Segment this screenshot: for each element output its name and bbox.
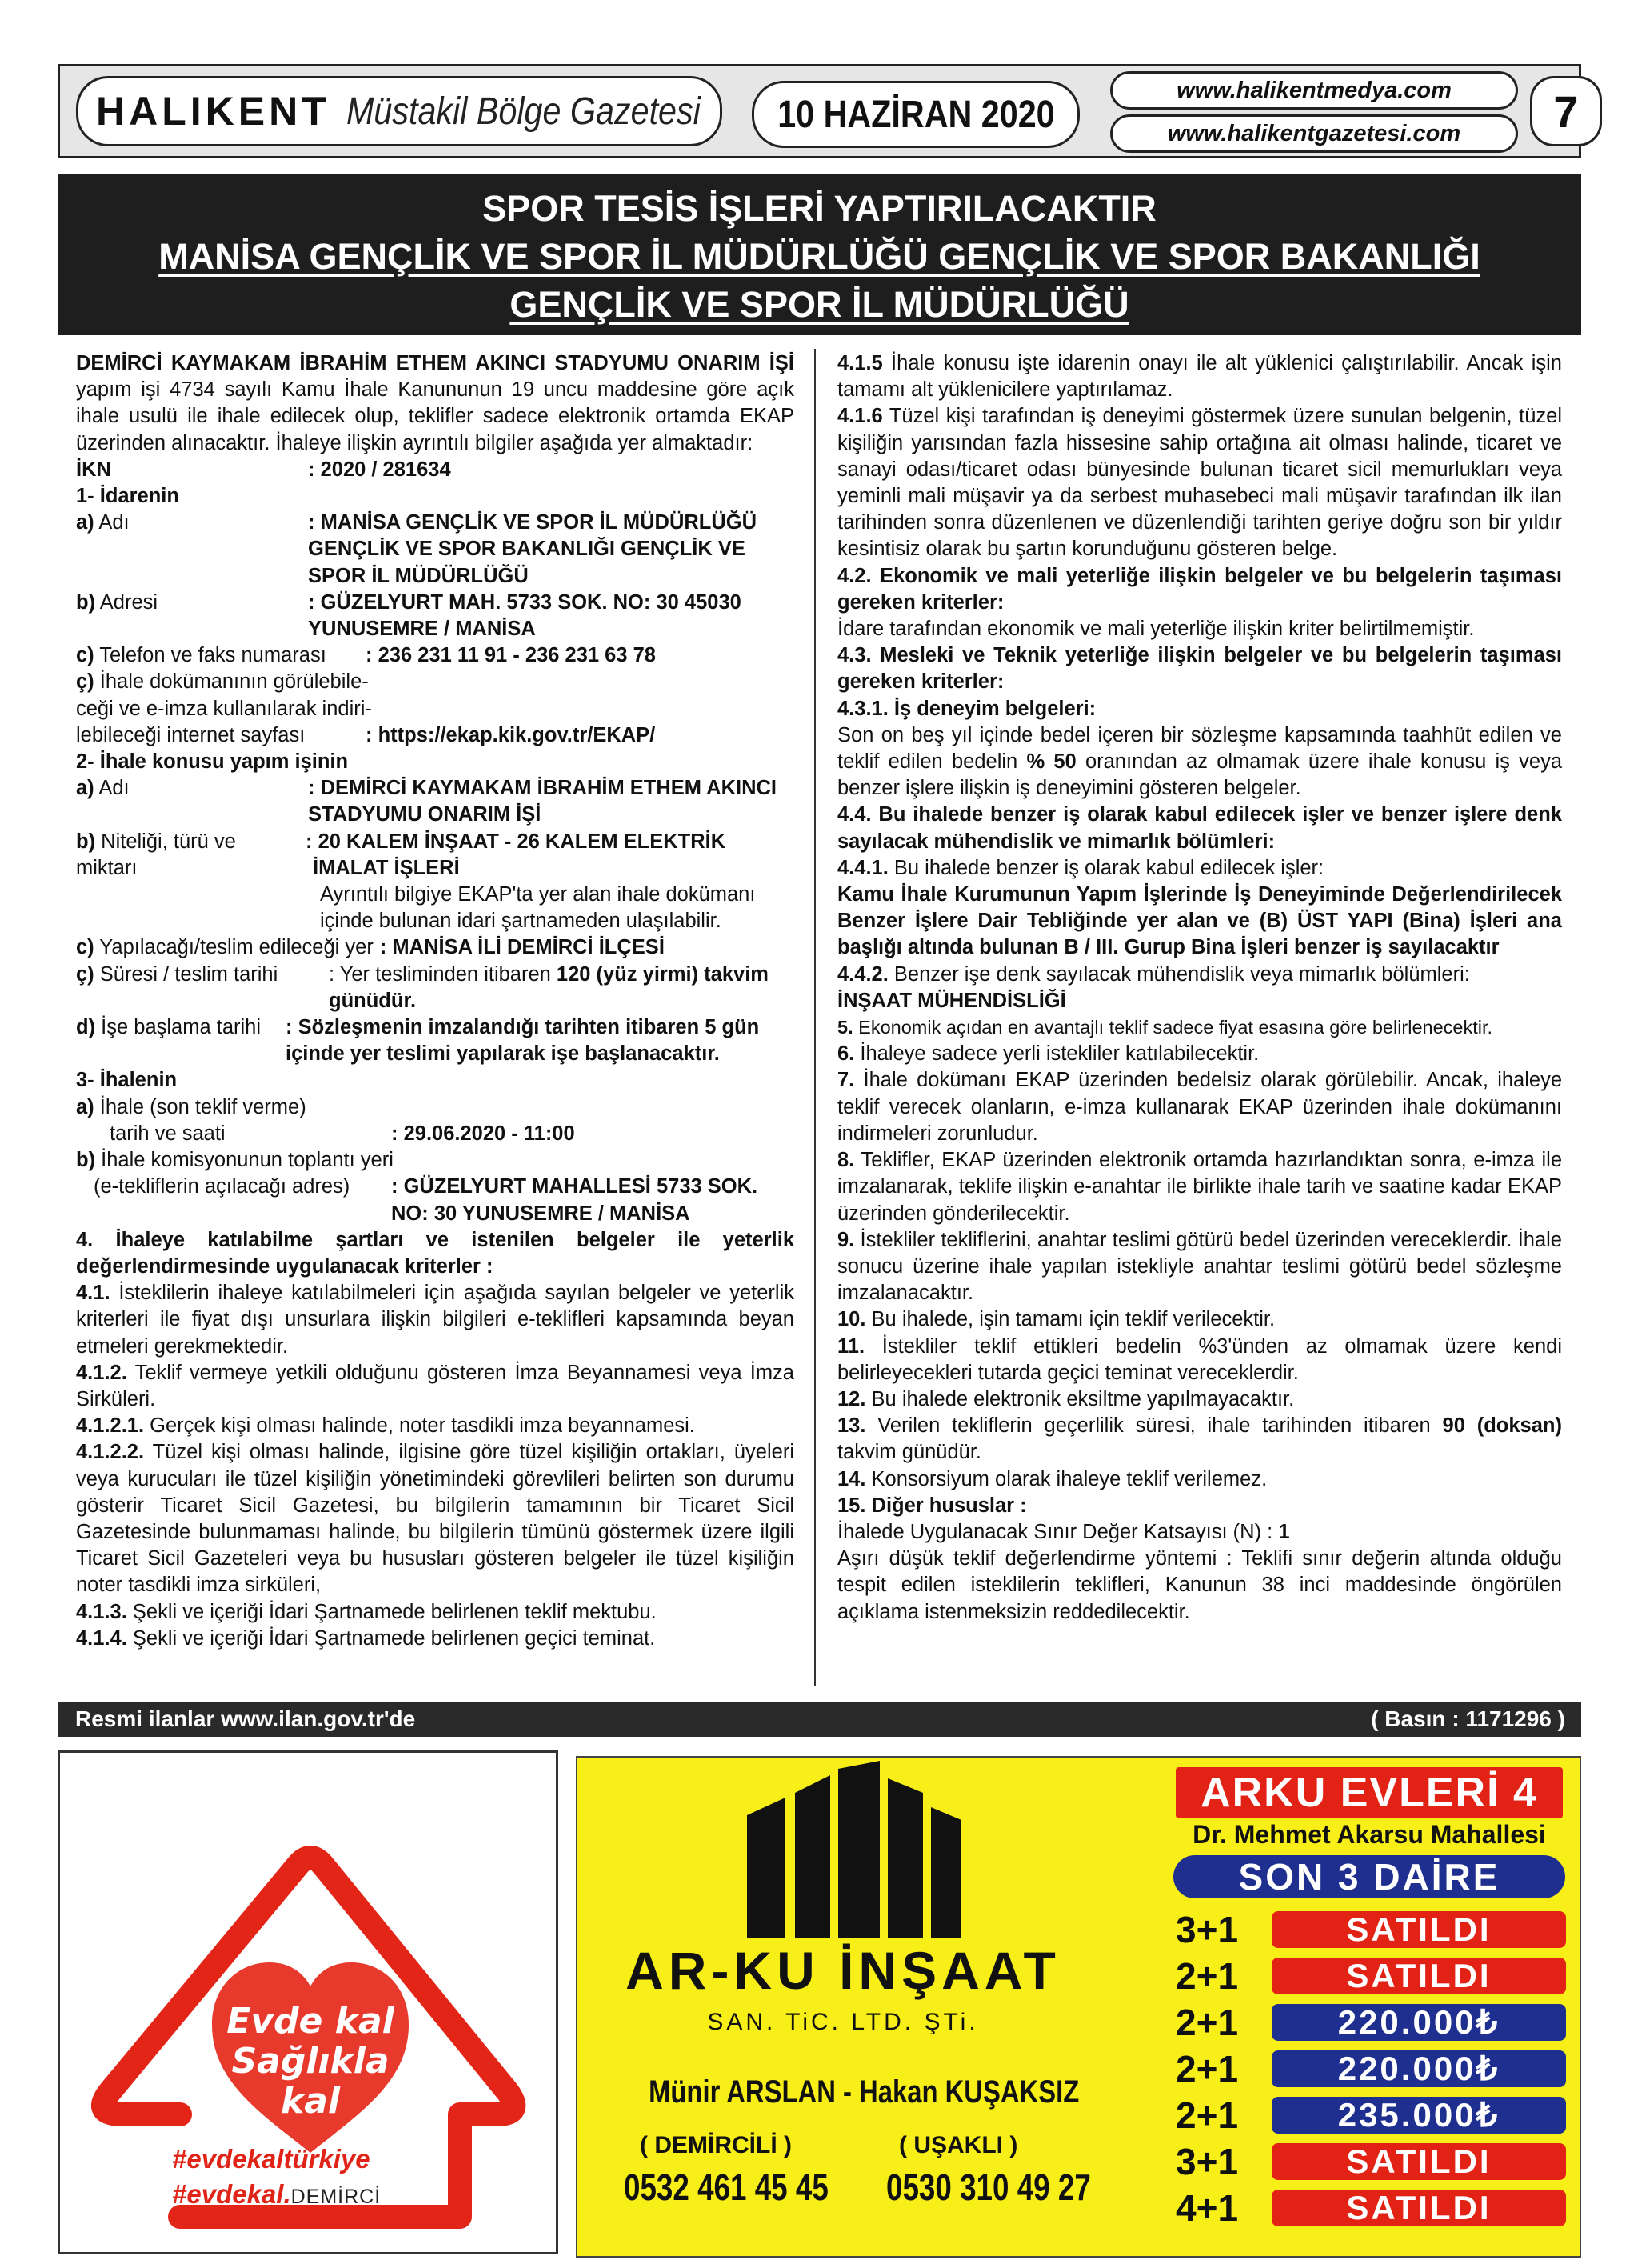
- slogan-line-1: Evde kal: [226, 2001, 394, 2042]
- unit-type: 2+1: [1176, 2002, 1239, 2043]
- clause-10: 10. Bu ihalede, işin tamamı için teklif verilecektir.: [837, 1308, 1276, 1331]
- clause-4-4-2-text: İNŞAAT MÜHENDİSLİĞİ: [837, 989, 1066, 1012]
- admin-name-row: a) Adı : MANİSA GENÇLİK VE SPOR İL MÜDÜRLÜĞÜ GENÇLİK VE SPOR BAKANLIĞI GENÇLİK VE SPOR İL MÜDÜRLÜĞÜ: [76, 511, 757, 587]
- masthead: [58, 64, 1581, 158]
- clause-4-3-1-text: Son on beş yıl içinde bedel içeren bir sözleşme kapsamında taahhüt edilen ve teklif edilen bedelin % 50 oranından az olmamak üzere ihale konusu iş veya benzer işlere ilişkin iş deneyimini gösteren belgeler.: [837, 723, 1563, 800]
- column-divider: [814, 349, 816, 1686]
- doc-page-row: lebileceği internet sayfası : https://ekap.kik.gov.tr/EKAP/: [76, 722, 794, 749]
- unit-type: 2+1: [1176, 2048, 1239, 2090]
- website-link-2[interactable]: www.halikentgazetesi.com: [1110, 114, 1518, 153]
- clause-15-a: İhalede Uygulanacak Sınır Değer Katsayısı (N) : 1: [837, 1520, 1290, 1543]
- clause-4-2-heading: 4.2. Ekonomik ve mali yeterliğe ilişkin belgeler ve bu belgelerin taşıması gereken kriterler:: [837, 564, 1562, 614]
- notice-right-column: [837, 350, 1562, 1626]
- section-3-heading: 3- İhalenin: [76, 1069, 178, 1092]
- banner-title: SPOR TESİS İŞLERİ YAPTIRILACAKTIR: [482, 188, 1157, 229]
- unit-type: 3+1: [1176, 2141, 1239, 2182]
- brand-block: [76, 76, 722, 146]
- clause-15-b: Aşırı düşük teklif değerlendirme yöntemi : Teklifi sınır değerin altında olduğu tespit edilen isteklilerin teklifleri, Kanunun 38 inci maddesinde öngörülen açıklama istenmeksizin reddedilecektir.: [837, 1547, 1562, 1623]
- price-badge: 220.000₺: [1272, 2004, 1566, 2041]
- last-units-badge: SON 3 DAİRE: [1173, 1855, 1565, 1898]
- contact-2-town: ( UŞAKLI ): [899, 2132, 1018, 2158]
- company-type: SAN. TiC. LTD. ŞTi.: [707, 2009, 979, 2035]
- unit-row: [1176, 1910, 1566, 1950]
- work-name-row: a) Adı : DEMİRCİ KAYMAKAM İBRAHİM ETHEM AKINCI STADYUMU ONARIM İŞİ: [76, 777, 777, 826]
- official-notices-link[interactable]: Resmi ilanlar www.ilan.gov.tr'de: [75, 1706, 416, 1731]
- contact-1-town: ( DEMİRCİLİ ): [640, 2132, 792, 2158]
- clause-4-1-3: 4.1.3. Şekli ve içeriği İdari Şartnamede belirlenen teklif mektubu.: [76, 1600, 657, 1623]
- contact-2-phone[interactable]: 0530 310 49 27: [886, 2166, 1091, 2208]
- unit-type: 4+1: [1176, 2187, 1239, 2229]
- work-nature-note: Ayrıntılı bilgiye EKAP'ta yer alan ihale dokümanı içinde bulunan idari şartnameden ulaşılabilir.: [320, 883, 756, 933]
- section-4-heading: 4. İhaleye katılabilme şartları ve istenilen belgeler ile yeterlik değerlendirmesinde uygulanacak kriterler :: [76, 1228, 794, 1278]
- clause-4-1-5: 4.1.5 İhale konusu işte idarenin onayı ile alt yüklenici çalıştırılabilir. Ancak işin tamamı alt yüklenicilere yaptırılamaz.: [837, 352, 1562, 402]
- unit-row: [1176, 2095, 1566, 2135]
- notice-left-column: [76, 350, 794, 1652]
- clause-8: 8. Teklifler, EKAP üzerinden elektronik ortamda hazırlandıktan sonra, e-imza ile imzalanarak, teklife ilişkin e-anahtar ile birlikte ihale tarih ve saatine kadar EKAP üzerinden gönderilecektir.: [837, 1149, 1562, 1225]
- clause-4-1-6: 4.1.6 Tüzel kişi tarafından iş deneyimi göstermek üzere sunulan belgenin, tüzel kişiliğin yarısından fazla hissesine sahip ortağına ait olması halinde, ticaret ve sanayi odası/ticaret odası bünyesinde bulunan ticaret sicil memurlukları veya yeminli mali müşavir ya da serbest muhasebeci mali müşavir tarafından ilk ilan tarihinden sonra düzenlenen ve düzenlendiği tarihten geriye doğru son bir yıldır kesintisiz olarak bu şartın korunduğunu gösteren belge.: [837, 405, 1562, 561]
- meeting-place-label: b) İhale komisyonunun toplantı yeri: [76, 1149, 394, 1172]
- ekap-link[interactable]: : https://ekap.kik.gov.tr/EKAP/: [366, 723, 656, 746]
- sold-badge: SATILDI: [1272, 2190, 1566, 2226]
- clause-4-1-2-2: 4.1.2.2. Tüzel kişi olması halinde, ilgisine göre tüzel kişiliğin ortakları, üyeleri veya kurucuları ile tüzel kişiliğin yönetimindeki görevlileri belirten son durumu gösterir Ticaret Sicil Gazetesi, bu bilgilerin tamamının bir Ticaret Sicil Gazetesinde bulunmaması halinde, bu bilgilerin tümünü göstermek üzere ilgili Ticaret Sicil Gazeteleri veya bu hususları gösteren belgeler ile tüzel kişiliğin noter tasdikli imza sirküleri,: [76, 1441, 794, 1597]
- meeting-place-row: (e-tekliflerin açılacağı adres) : GÜZELYURT MAHALLESİ 5733 SOK. NO: 30 YUNUSEMRE / MANİSA: [94, 1175, 758, 1225]
- tender-date-label: a) İhale (son teklif verme): [76, 1095, 306, 1118]
- brand-subtitle: Müstakil Bölge Gazetesi: [346, 90, 701, 133]
- company-name: AR-KU İNŞAAT: [625, 1941, 1061, 2000]
- section-1-heading: 1- İdarenin: [76, 485, 179, 508]
- unit-row: [1176, 2188, 1566, 2228]
- price-badge: 235.000₺: [1272, 2097, 1566, 2134]
- clause-5: 5. Ekonomik açıdan en avantajlı teklif sadece fiyat esasına göre belirlenecektir.: [837, 1017, 1493, 1038]
- slogan-line-3: kal: [280, 2081, 341, 2122]
- clause-4-3-heading: 4.3. Mesleki ve Teknik yeterliğe ilişkin belgeler ve bu belgelerin taşıması gereken kriterler:: [837, 644, 1562, 694]
- clause-4-3-1-heading: 4.3.1. İş deneyim belgeleri:: [837, 697, 1097, 720]
- clause-7: 7. İhale dokümanı EKAP üzerinden bedelsiz olarak görülebilir. Ancak, ihaleye teklif verecek olanların, e-imza kullanarak EKAP üzerinden ihale dokümanını indirmeleri zorunludur.: [837, 1069, 1562, 1145]
- sold-badge: SATILDI: [1272, 1958, 1566, 1994]
- section-2-heading: 2- İhale konusu yapım işinin: [76, 750, 349, 774]
- clause-13: 13. Verilen tekliflerin geçerlilik süresi, ihale tarihinden itibaren 90 (doksan) takvim günüdür.: [837, 1414, 1562, 1464]
- doc-page-label-2: ceği ve e-imza kullanılarak indiri-: [76, 697, 372, 720]
- unit-type: 2+1: [1176, 1955, 1239, 1997]
- clause-4-1-4: 4.1.4. Şekli ve içeriği İdari Şartnamede belirlenen geçici teminat.: [76, 1626, 656, 1650]
- announcement-banner: [58, 174, 1581, 335]
- ikn-row: İKN : 2020 / 281634: [76, 458, 451, 481]
- doc-page-label-1: ç) İhale dokümanının görülebile-: [76, 670, 369, 694]
- unit-row: [1176, 2002, 1566, 2042]
- clause-4-1-2-1: 4.1.2.1. Gerçek kişi olması halinde, noter tasdikli imza beyannamesi.: [76, 1414, 695, 1438]
- unit-type: 2+1: [1176, 2094, 1239, 2136]
- clause-6: 6. İhaleye sadece yerli istekliler katılabilecektir.: [837, 1042, 1260, 1066]
- clause-14: 14. Konsorsiyum olarak ihaleye teklif verilemez.: [837, 1467, 1268, 1490]
- clause-15-heading: 15. Diğer hususlar :: [837, 1494, 1027, 1517]
- website-link-1[interactable]: www.halikentmedya.com: [1110, 71, 1518, 110]
- hashtag-evdekal: #evdekal.DEMİRCİ: [172, 2179, 382, 2209]
- phone-row: c) Telefon ve faks numarası : 236 231 11 91 - 236 231 63 78: [76, 644, 656, 667]
- work-nature-row: b) Niteliği, türü ve miktarı : 20 KALEM İNŞAAT - 26 KALEM ELEKTRİK İMALAT İŞLERİ: [76, 830, 726, 879]
- brand-name: HALIKENT: [96, 89, 330, 134]
- banner-agency: MANİSA GENÇLİK VE SPOR İL MÜDÜRLÜĞÜ GENÇLİK VE SPOR BAKANLIĞI: [158, 236, 1480, 277]
- tender-date-row: tarih ve saati : 29.06.2020 - 11:00: [110, 1122, 575, 1145]
- clause-11: 11. İstekliler teklif ettikleri bedelin %3'ünden az olmamak üzere kendi belirleyecekleri tutarda geçici teminat vereceklerdir.: [837, 1334, 1562, 1384]
- unit-row: [1176, 2142, 1566, 2182]
- hashtag-evdekalturkiye: #evdekaltürkiye: [172, 2144, 370, 2174]
- clause-4-4-2: 4.4.2. Benzer işe denk sayılacak mühendislik veya mimarlık bölümleri:: [837, 962, 1470, 986]
- hashtags: [172, 2142, 381, 2214]
- unit-row: [1176, 1956, 1566, 1996]
- price-badge: 220.000₺: [1272, 2050, 1566, 2087]
- buildings-logo-icon: [673, 1761, 1009, 1941]
- stay-home-ad: [58, 1750, 558, 2254]
- project-title: ARKU EVLERİ 4: [1176, 1767, 1563, 1818]
- notice-footer: [58, 1702, 1581, 1737]
- project-district: Dr. Mehmet Akarsu Mahallesi: [1193, 1820, 1546, 1849]
- issue-date: 10 HAZİRAN 2020: [752, 81, 1080, 148]
- sold-badge: SATILDI: [1272, 2143, 1566, 2180]
- clause-4-4-1-text: Kamu İhale Kurumunun Yapım İşlerinde İş Deneyiminde Değerlendirilecek Benzer İşlere Dair Tebliğinde yer alan ve (B) ÜST YAPI (Bina) İşleri ana başlığı altında bulunan B / III. Gurup Bina İşleri benzer iş sayılacaktır: [837, 883, 1562, 959]
- clause-9: 9. İstekliler tekliflerini, anahtar teslimi götürü bedel üzerinden vereceklerdir. İhale sonucu üzerine ihale yapılan istekliyle anahtar teslimi götürü bedel sözleşme imzalanacaktır.: [837, 1228, 1562, 1305]
- clause-12: 12. Bu ihalede elektronik eksiltme yapılmayacaktır.: [837, 1387, 1295, 1410]
- banner-agency-sub: GENÇLİK VE SPOR İL MÜDÜRLÜĞÜ: [509, 284, 1129, 325]
- intro-paragraph: DEMİRCİ KAYMAKAM İBRAHİM ETHEM AKINCI STADYUMU ONARIM İŞİ yapım işi 4734 sayılı Kamu İhale Kanununun 19 uncu maddesine göre açık ihale usulü ile ihale edilecek olup, teklifler sadece elektronik ortamda EKAP üzerinden alınacaktır. İhaleye ilişkin ayrıntılı bilgiler aşağıda yer almaktadır:: [76, 352, 794, 454]
- real-estate-ad: [576, 1756, 1581, 2258]
- admin-address-row: b) Adresi : GÜZELYURT MAH. 5733 SOK. NO: 30 45030 YUNUSEMRE / MANİSA: [76, 590, 741, 641]
- clause-4-4-1: 4.4.1. Bu ihalede benzer iş olarak kabul edilecek işler:: [837, 856, 1324, 879]
- press-code: ( Basın : 1171296 ): [1371, 1706, 1565, 1731]
- slogan-line-2: Sağlıkla: [231, 2041, 390, 2082]
- clause-4-1-2: 4.1.2. Teklif vermeye yetkili olduğunu gösteren İmza Beyannamesi veya İmza Sirküleri.: [76, 1361, 794, 1410]
- unit-type: 3+1: [1176, 1909, 1239, 1950]
- contact-1-phone[interactable]: 0532 461 45 45: [624, 2166, 829, 2208]
- sold-badge: SATILDI: [1272, 1911, 1566, 1948]
- clause-4-4-heading: 4.4. Bu ihalede benzer iş olarak kabul edilecek işler ve benzer işlere denk sayılacak mühendislik ve mimarlık bölümleri:: [837, 803, 1562, 853]
- clause-4-1: 4.1. İsteklilerin ihaleye katılabilmeleri için aşağıda sayılan belgeler ve yeterlik kriterleri ile fiyat dışı unsurlara ilişkin bilgileri e-teklifleri kapsamında beyan etmeleri gerekmektedir.: [76, 1282, 794, 1358]
- work-place-row: c) Yapılacağı/teslim edileceği yer : MANİSA İLİ DEMİRCİ İLÇESİ: [76, 936, 665, 959]
- page-number: 7: [1530, 76, 1602, 146]
- clause-4-2-text: İdare tarafından ekonomik ve mali yeterliğe ilişkin kriter belirtilmemiştir.: [837, 618, 1475, 641]
- duration-row: ç) Süresi / teslim tarihi : Yer tesliminden itibaren 120 (yüz yirmi) takvim günüdür.: [76, 962, 769, 1012]
- unit-row: [1176, 2049, 1566, 2089]
- start-date-row: d) İşe başlama tarihi : Sözleşmenin imzalandığı tarihten itibaren 5 gün içinde yer teslimi yapılarak işe başlanacaktır.: [76, 1016, 760, 1066]
- contact-names: Münir ARSLAN - Hakan KUŞAKSIZ: [649, 2074, 1080, 2110]
